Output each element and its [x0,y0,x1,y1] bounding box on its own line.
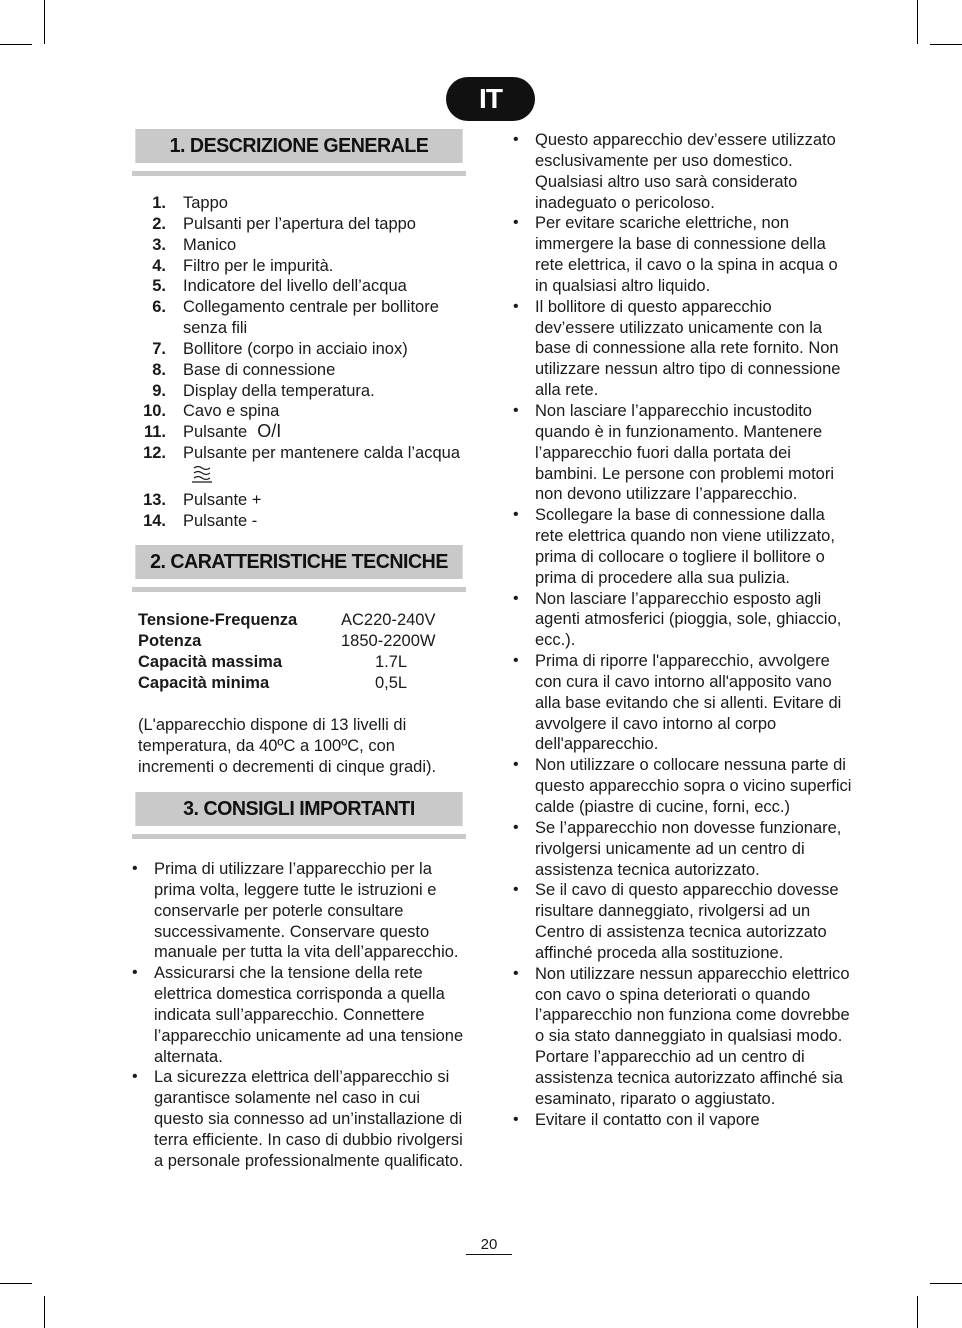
crop-mark [917,1296,918,1328]
list-item: • Per evitare scariche elettriche, non immergere la base di connessione della rete elettrica, il cavo o la spina in acqua o in qualsiasi altro liquido. [513,213,853,296]
spec-row [138,631,458,652]
spec-value: AC220-240V [341,611,436,629]
item-number: 4. [152,256,166,275]
crop-mark [44,1296,45,1328]
list-item: • Assicurarsi che la tensione della rete elettrica domestica corrisponda a quella indicata sull’apparecchio. Connettere l’apparecchio unicamente ad una tensione alternata. [132,963,468,1067]
list-item [138,256,478,277]
item-number: 12. [143,444,166,463]
item-number: 2. [152,214,166,233]
item-number: 7. [152,339,166,358]
item-text: Pulsante per mantenere calda l’acqua [183,444,461,463]
list-item: • La sicurezza elettrica dell’apparecchio si garantisce solamente nel caso in cui questo sia connesso ad un’installazione di terra efficiente. In caso di dubbio rivolgersi a personale professionalmente qualificato. [132,1067,468,1171]
list-item: • Non utilizzare nessun apparecchio elettrico con cavo o spina deteriorati o quando l’apparecchio non funziona come dovrebbe o sia stato danneggiato in qualsiasi modo. Portare l’apparecchio ad un centro di assistenza tecnica autorizzato affinché sia esaminato, riparato o aggiustato. [513,964,853,1110]
item-text: Manico [183,235,237,254]
item-text: Pulsante + [183,490,262,509]
list-item [138,339,478,360]
spec-label: Capacità massima [138,652,282,671]
list-item [138,193,478,214]
item-text: Pulsante [183,423,248,442]
list-item: • Se l’apparecchio non dovesse funzionare, rivolgersi unicamente ad un centro di assistenza tecnica autorizzato. [513,818,853,881]
item-number: 1. [152,194,166,212]
item-number: 6. [152,298,166,317]
item-text: Pulsante - [183,511,258,530]
section-divider [132,834,466,839]
item-text: Display della temperatura. [183,381,375,400]
list-item: • Prima di riporre l'apparecchio, avvolgere con cura il cavo intorno all'apposito vano alla base evitando che si allenti. Evitare di avvolgere il cavo intorno al corpo dell'apparecchio. [513,651,853,755]
crop-mark [0,1283,32,1284]
spec-label: Capacità minima [138,673,270,692]
list-item: • Se il cavo di questo apparecchio dovesse risultare danneggiato, rivolgersi ad un Centro di assistenza tecnica autorizzato affinché proceda alla sostituzione. [513,880,853,963]
item-text: Pulsanti per l’apertura del tappo [183,214,416,233]
list-item: • Questo apparecchio dev’essere utilizzato esclusivamente per uso domestico. Qualsiasi altro uso sarà considerato inadeguato o pericoloso. [513,130,853,213]
spec-value: 0,5L [374,673,408,692]
list-item [138,443,478,490]
list-item: • Scollegare la base di connessione dalla rete elettrica quando non viene utilizzato, prima di collocare o togliere il bollitore o prima di procedere alla sua pulizia. [513,505,853,588]
item-number: 11. [143,423,166,442]
list-item [138,511,478,532]
spec-row [138,610,458,631]
list-item [138,214,478,235]
list-item [138,297,478,339]
spec-row [138,673,458,694]
list-item [138,381,478,402]
section-title-caratteristiche: 2. CARATTERISTICHE TECNICHE [135,545,462,579]
item-number: 5. [152,277,166,296]
specs-table [138,610,458,693]
list-item [138,422,478,443]
item-number: 3. [152,235,166,254]
section-title-descrizione: 1. DESCRIZIONE GENERALE [135,129,462,163]
crop-mark [0,44,32,45]
crop-mark [917,0,918,44]
list-item [138,360,478,381]
section-divider [132,587,466,592]
spec-note: (L'apparecchio dispone di 13 livelli di temperatura, da 40ºC a 100ºC, con incrementi o decrementi di cinque gradi). [138,716,437,776]
spec-label: Potenza [138,631,202,650]
item-number: 8. [152,360,166,379]
spec-value: 1850-2200W [341,631,436,650]
item-number: 14. [143,511,166,530]
section-divider [132,171,466,176]
spec-label: Tensione-Frequenza [138,611,298,629]
item-text: Indicatore del livello dell’acqua [183,277,407,296]
list-item: • Non lasciare l’apparecchio esposto agli agenti atmosferici (pioggia, sole, ghiaccio, ecc.). [513,589,853,652]
page-number: 20 [466,1236,512,1255]
item-text: Base di connessione [183,360,336,379]
crop-mark [930,44,962,45]
keep-warm-icon [191,464,213,490]
item-text: Collegamento centrale per bollitore senza fili [183,298,439,338]
item-text: Bollitore (corpo in acciaio inox) [183,339,408,358]
power-icon: O/I [257,421,282,442]
item-number: 13. [143,490,166,509]
list-item: • Evitare il contatto con il vapore [513,1110,853,1131]
parts-list [138,193,478,532]
section-title-consigli: 3. CONSIGLI IMPORTANTI [135,792,462,826]
language-badge: IT [446,77,535,121]
list-item [138,276,478,297]
list-item: • Non lasciare l’apparecchio incustodito quando è in funzionamento. Mantenere l’apparecchio fuori dalla portata dei bambini. Le persone con problemi motori non devono utilizzare l’apparecchio. [513,401,853,505]
spec-row [138,652,458,673]
list-item [138,490,478,511]
item-number: 9. [152,381,166,400]
safety-list-left [132,859,468,1172]
list-item: • Non utilizzare o collocare nessuna parte di questo apparecchio sopra o vicino superfici calde (piastre di cucine, forni, ecc.) [513,755,853,818]
crop-mark [930,1283,962,1284]
list-item: • Prima di utilizzare l’apparecchio per la prima volta, leggere tutte le istruzioni e conservarle per poterle consultare successivamente. Conservare questo manuale per tutta la vita dell’apparecchio. [132,859,468,963]
item-text: Cavo e spina [183,402,280,421]
list-item [138,401,478,422]
item-text: Filtro per le impurità. [183,256,334,275]
list-item: • Il bollitore di questo apparecchio dev’essere utilizzato unicamente con la base di connessione alla rete fornito. Non utilizzare nessun altro tipo di connessione alla rete. [513,297,853,401]
crop-mark [44,0,45,44]
spec-value: 1.7L [374,652,408,671]
item-number: 10. [143,402,166,421]
list-item [138,235,478,256]
item-text: Tappo [183,194,228,212]
safety-list-right [513,130,853,1131]
